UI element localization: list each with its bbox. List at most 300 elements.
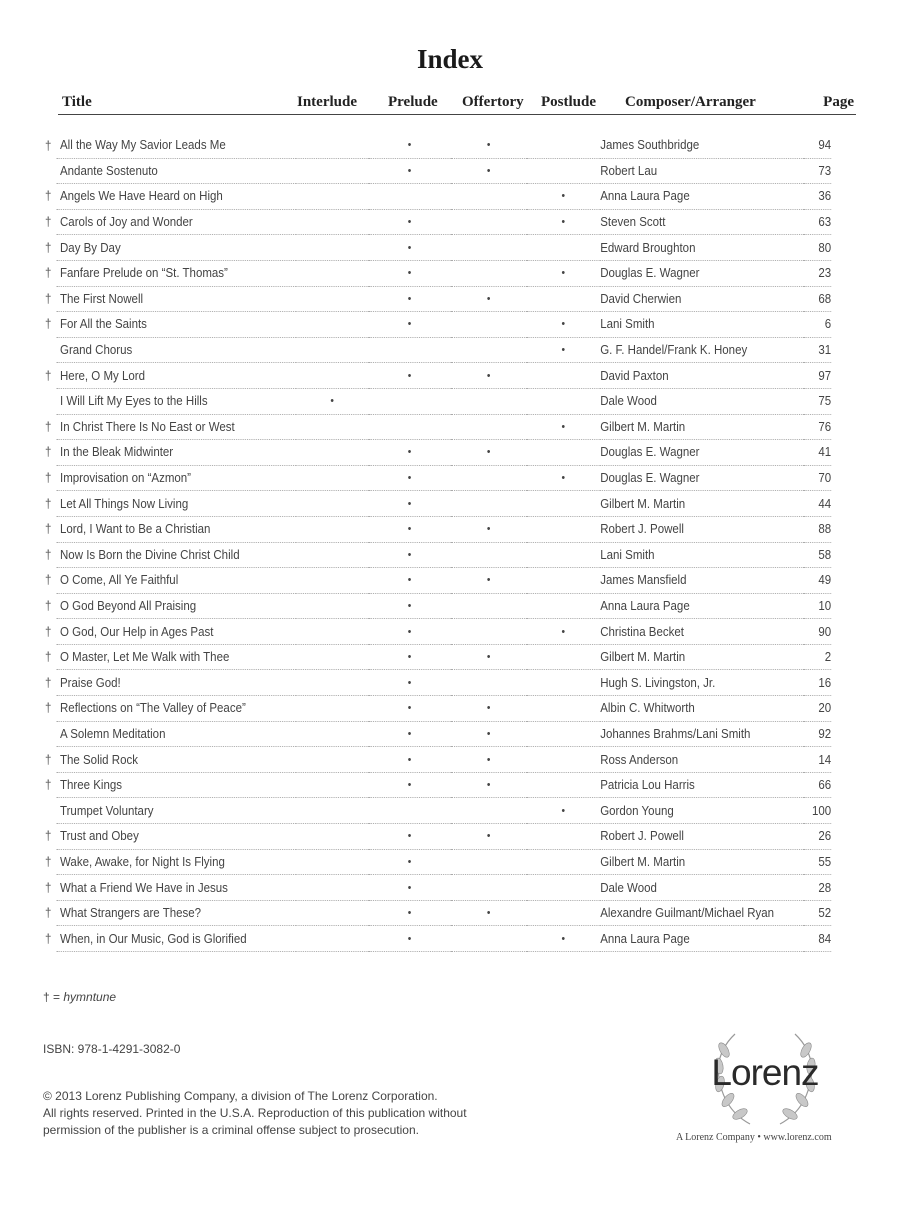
postlude-dot (526, 158, 600, 184)
interlude-dot (296, 465, 368, 491)
entry-title: What a Friend We Have in Jesus (56, 875, 296, 901)
entry-page: 97 (804, 363, 831, 389)
hymntune-marker: † (44, 189, 52, 204)
postlude-dot (526, 772, 600, 798)
entry-composer: Gilbert M. Martin (600, 644, 804, 670)
hymntune-marker: † (44, 215, 52, 230)
entry-composer: Lani Smith (600, 312, 804, 338)
postlude-dot (526, 235, 600, 261)
table-row (40, 670, 831, 696)
interlude-dot (296, 747, 368, 773)
hymntune-marker: † (44, 291, 52, 306)
entry-title: Wake, Awake, for Night Is Flying (56, 849, 296, 875)
entry-page: 28 (804, 875, 831, 901)
entry-title: The First Nowell (56, 286, 296, 312)
postlude-dot (526, 542, 600, 568)
interlude-dot (296, 184, 368, 210)
table-row (40, 798, 831, 824)
hymntune-marker: † (44, 701, 52, 716)
table-row (40, 414, 831, 440)
offertory-dot (451, 542, 527, 568)
postlude-dot: • (526, 926, 600, 952)
interlude-dot (296, 824, 368, 850)
offertory-dot (451, 849, 527, 875)
copyright-line: All rights reserved. Printed in the U.S.A. Reproduction of this publication without (43, 1106, 467, 1120)
entry-page: 20 (804, 696, 831, 722)
entry-page: 63 (804, 209, 831, 235)
entry-title: The Solid Rock (56, 747, 296, 773)
postlude-dot: • (526, 465, 600, 491)
entry-composer: Hugh S. Livingston, Jr. (600, 670, 804, 696)
entry-composer: Patricia Lou Harris (600, 772, 804, 798)
column-header-title: Title (62, 94, 92, 110)
postlude-dot: • (526, 619, 600, 645)
entry-title: All the Way My Savior Leads Me (56, 133, 296, 158)
postlude-dot (526, 593, 600, 619)
entry-composer: Albin C. Whitworth (600, 696, 804, 722)
entry-title: Trumpet Voluntary (56, 798, 296, 824)
offertory-dot: • (451, 158, 527, 184)
postlude-dot: • (526, 312, 600, 338)
copyright-notice (43, 1088, 473, 1139)
entry-page: 36 (804, 184, 831, 210)
interlude-dot (296, 568, 368, 594)
entry-composer: Robert Lau (600, 158, 804, 184)
copyright-line: © 2013 Lorenz Publishing Company, a division of The Lorenz Corporation. (43, 1089, 438, 1103)
interlude-dot (296, 363, 368, 389)
entry-title: When, in Our Music, God is Glorified (56, 926, 296, 952)
entry-page: 16 (804, 670, 831, 696)
entry-title: I Will Lift My Eyes to the Hills (56, 388, 296, 414)
offertory-dot: • (451, 696, 527, 722)
interlude-dot (296, 721, 368, 747)
entry-title: Improvisation on “Azmon” (56, 465, 296, 491)
hymntune-marker: † (44, 778, 52, 793)
interlude-dot (296, 900, 368, 926)
entry-page: 70 (804, 465, 831, 491)
postlude-dot (526, 286, 600, 312)
entry-title: What Strangers are These? (56, 900, 296, 926)
hymntune-marker (40, 798, 56, 824)
table-row (40, 644, 831, 670)
interlude-dot (296, 312, 368, 338)
column-header-prelude: Prelude (388, 94, 438, 110)
interlude-dot (296, 260, 368, 286)
column-header-interlude: Interlude (297, 94, 357, 110)
interlude-dot (296, 414, 368, 440)
postlude-dot (526, 133, 600, 158)
table-row (40, 286, 831, 312)
offertory-dot (451, 465, 527, 491)
offertory-dot (451, 388, 527, 414)
table-row (40, 772, 831, 798)
table-row (40, 824, 831, 850)
column-header-row (58, 92, 856, 115)
entry-composer: Christina Becket (600, 619, 804, 645)
hymntune-footnote (43, 990, 116, 1004)
prelude-dot: • (368, 158, 451, 184)
table-row (40, 926, 831, 952)
entry-title: Trust and Obey (56, 824, 296, 850)
interlude-dot (296, 696, 368, 722)
entry-title: Andante Sostenuto (56, 158, 296, 184)
table-row (40, 542, 831, 568)
hymntune-marker: † (44, 368, 52, 383)
entry-composer: G. F. Handel/Frank K. Honey (600, 337, 804, 363)
entry-title: Let All Things Now Living (56, 491, 296, 517)
hymntune-marker (40, 388, 56, 414)
table-row (40, 721, 831, 747)
prelude-dot: • (368, 849, 451, 875)
entry-page: 23 (804, 260, 831, 286)
prelude-dot (368, 337, 451, 363)
entry-page: 41 (804, 440, 831, 466)
interlude-dot: • (296, 388, 368, 414)
table-row (40, 312, 831, 338)
table-row (40, 184, 831, 210)
hymntune-marker: † (44, 496, 52, 511)
prelude-dot: • (368, 670, 451, 696)
offertory-dot (451, 235, 527, 261)
interlude-dot (296, 849, 368, 875)
offertory-dot (451, 670, 527, 696)
postlude-dot: • (526, 184, 600, 210)
interlude-dot (296, 440, 368, 466)
prelude-dot: • (368, 491, 451, 517)
hymntune-marker (40, 158, 56, 184)
prelude-dot: • (368, 363, 451, 389)
entry-composer: James Southbridge (600, 133, 804, 158)
entry-composer: Edward Broughton (600, 235, 804, 261)
entry-composer: Gilbert M. Martin (600, 491, 804, 517)
entry-page: 84 (804, 926, 831, 952)
entry-title: Carols of Joy and Wonder (56, 209, 296, 235)
table-row (40, 900, 831, 926)
column-header-page: Page (823, 94, 854, 110)
entry-composer: Douglas E. Wagner (600, 440, 804, 466)
offertory-dot (451, 798, 527, 824)
offertory-dot: • (451, 747, 527, 773)
entry-page: 44 (804, 491, 831, 517)
postlude-dot (526, 440, 600, 466)
entry-title: Grand Chorus (56, 337, 296, 363)
hymntune-marker (40, 337, 56, 363)
offertory-dot (451, 184, 527, 210)
prelude-dot: • (368, 696, 451, 722)
postlude-dot (526, 516, 600, 542)
entry-composer: Gordon Young (600, 798, 804, 824)
entry-page: 75 (804, 388, 831, 414)
interlude-dot (296, 133, 368, 158)
hymntune-marker: † (44, 445, 52, 460)
entry-page: 6 (804, 312, 831, 338)
prelude-dot: • (368, 747, 451, 773)
entry-page: 90 (804, 619, 831, 645)
prelude-dot: • (368, 542, 451, 568)
entry-page: 14 (804, 747, 831, 773)
prelude-dot: • (368, 875, 451, 901)
offertory-dot: • (451, 644, 527, 670)
entry-title: Reflections on “The Valley of Peace” (56, 696, 296, 722)
entry-page: 31 (804, 337, 831, 363)
offertory-dot: • (451, 772, 527, 798)
footnote-text: hymntune (63, 990, 117, 1004)
entry-page: 55 (804, 849, 831, 875)
entry-page: 100 (804, 798, 831, 824)
column-header-offertory: Offertory (462, 94, 524, 110)
interlude-dot (296, 798, 368, 824)
entry-title: Now Is Born the Divine Christ Child (56, 542, 296, 568)
prelude-dot: • (368, 824, 451, 850)
entry-title: Praise God! (56, 670, 296, 696)
offertory-dot (451, 491, 527, 517)
offertory-dot (451, 312, 527, 338)
entry-page: 88 (804, 516, 831, 542)
hymntune-marker: † (44, 317, 52, 332)
column-header-composer: Composer/Arranger (625, 94, 756, 110)
interlude-dot (296, 209, 368, 235)
publisher-tagline: A Lorenz Company • www.lorenz.com (676, 1132, 832, 1143)
entry-composer: Anna Laura Page (600, 593, 804, 619)
table-row (40, 593, 831, 619)
entry-composer: Anna Laura Page (600, 184, 804, 210)
entry-composer: Dale Wood (600, 388, 804, 414)
prelude-dot: • (368, 286, 451, 312)
postlude-dot (526, 568, 600, 594)
prelude-dot: • (368, 260, 451, 286)
entry-composer: David Cherwien (600, 286, 804, 312)
postlude-dot (526, 875, 600, 901)
entry-title: In the Bleak Midwinter (56, 440, 296, 466)
offertory-dot (451, 414, 527, 440)
entry-page: 66 (804, 772, 831, 798)
prelude-dot: • (368, 465, 451, 491)
entry-title: Day By Day (56, 235, 296, 261)
postlude-dot (526, 644, 600, 670)
entry-composer: Dale Wood (600, 875, 804, 901)
table-row (40, 209, 831, 235)
prelude-dot (368, 388, 451, 414)
entry-title: O God, Our Help in Ages Past (56, 619, 296, 645)
copyright-line: permission of the publisher is a criminal offense subject to prosecution. (43, 1123, 419, 1137)
offertory-dot: • (451, 721, 527, 747)
entry-page: 94 (804, 133, 831, 158)
interlude-dot (296, 286, 368, 312)
postlude-dot: • (526, 209, 600, 235)
index-table (40, 133, 831, 952)
entry-title: Fanfare Prelude on “St. Thomas” (56, 260, 296, 286)
table-row (40, 440, 831, 466)
entry-page: 80 (804, 235, 831, 261)
postlude-dot (526, 900, 600, 926)
entry-page: 92 (804, 721, 831, 747)
postlude-dot (526, 747, 600, 773)
hymntune-marker: † (44, 598, 52, 613)
prelude-dot: • (368, 721, 451, 747)
postlude-dot: • (526, 337, 600, 363)
entry-page: 73 (804, 158, 831, 184)
footnote-symbol: † = (43, 990, 61, 1004)
page-title: Index (416, 44, 484, 74)
prelude-dot (368, 414, 451, 440)
entry-composer: Alexandre Guilmant/Michael Ryan (600, 900, 804, 926)
interlude-dot (296, 644, 368, 670)
entry-page: 68 (804, 286, 831, 312)
prelude-dot: • (368, 235, 451, 261)
postlude-dot (526, 721, 600, 747)
entry-page: 76 (804, 414, 831, 440)
table-row (40, 235, 831, 261)
offertory-dot: • (451, 900, 527, 926)
postlude-dot (526, 670, 600, 696)
hymntune-marker: † (44, 573, 52, 588)
interlude-dot (296, 772, 368, 798)
prelude-dot: • (368, 133, 451, 158)
table-row (40, 696, 831, 722)
entry-title: O Come, All Ye Faithful (56, 568, 296, 594)
hymntune-marker: † (44, 880, 52, 895)
hymntune-marker: † (44, 650, 52, 665)
offertory-dot: • (451, 133, 527, 158)
entry-page: 52 (804, 900, 831, 926)
entry-composer: Steven Scott (600, 209, 804, 235)
hymntune-marker: † (44, 138, 52, 153)
lorenz-logo: Lorenz (711, 1052, 819, 1093)
entry-composer: Anna Laura Page (600, 926, 804, 952)
interlude-dot (296, 875, 368, 901)
postlude-dot (526, 696, 600, 722)
hymntune-marker: † (44, 547, 52, 562)
table-row (40, 465, 831, 491)
prelude-dot: • (368, 312, 451, 338)
hymntune-marker: † (44, 624, 52, 639)
postlude-dot (526, 363, 600, 389)
entry-composer: Ross Anderson (600, 747, 804, 773)
entry-title: For All the Saints (56, 312, 296, 338)
prelude-dot: • (368, 568, 451, 594)
hymntune-marker: † (44, 906, 52, 921)
entry-title: A Solemn Meditation (56, 721, 296, 747)
table-row (40, 363, 831, 389)
table-row (40, 133, 831, 158)
offertory-dot: • (451, 363, 527, 389)
prelude-dot: • (368, 440, 451, 466)
table-row (40, 619, 831, 645)
interlude-dot (296, 337, 368, 363)
hymntune-marker: † (44, 522, 52, 537)
postlude-dot (526, 491, 600, 517)
entry-title: Here, O My Lord (56, 363, 296, 389)
hymntune-marker: † (44, 854, 52, 869)
table-row (40, 747, 831, 773)
entry-page: 58 (804, 542, 831, 568)
hymntune-marker: † (44, 829, 52, 844)
offertory-dot (451, 875, 527, 901)
table-row (40, 260, 831, 286)
offertory-dot (451, 926, 527, 952)
offertory-dot (451, 337, 527, 363)
entry-title: Three Kings (56, 772, 296, 798)
interlude-dot (296, 926, 368, 952)
offertory-dot (451, 209, 527, 235)
prelude-dot: • (368, 619, 451, 645)
table-row (40, 875, 831, 901)
table-row (40, 337, 831, 363)
interlude-dot (296, 593, 368, 619)
hymntune-marker: † (44, 471, 52, 486)
entry-title: In Christ There Is No East or West (56, 414, 296, 440)
interlude-dot (296, 158, 368, 184)
offertory-dot: • (451, 440, 527, 466)
prelude-dot: • (368, 644, 451, 670)
offertory-dot: • (451, 516, 527, 542)
table-row (40, 491, 831, 517)
interlude-dot (296, 542, 368, 568)
entry-composer: Douglas E. Wagner (600, 260, 804, 286)
postlude-dot: • (526, 798, 600, 824)
isbn: ISBN: 978-1-4291-3082-0 (43, 1042, 181, 1056)
offertory-dot (451, 260, 527, 286)
entry-page: 49 (804, 568, 831, 594)
table-row (40, 568, 831, 594)
prelude-dot: • (368, 900, 451, 926)
hymntune-marker: † (44, 675, 52, 690)
entry-title: O God Beyond All Praising (56, 593, 296, 619)
entry-composer: Lani Smith (600, 542, 804, 568)
interlude-dot (296, 516, 368, 542)
table-row (40, 516, 831, 542)
entry-title: Lord, I Want to Be a Christian (56, 516, 296, 542)
prelude-dot: • (368, 209, 451, 235)
hymntune-marker: † (44, 419, 52, 434)
table-row (40, 849, 831, 875)
table-row (40, 158, 831, 184)
prelude-dot: • (368, 926, 451, 952)
entry-composer: Douglas E. Wagner (600, 465, 804, 491)
entry-composer: Robert J. Powell (600, 516, 804, 542)
postlude-dot: • (526, 260, 600, 286)
hymntune-marker: † (44, 240, 52, 255)
prelude-dot (368, 184, 451, 210)
entry-composer: David Paxton (600, 363, 804, 389)
prelude-dot: • (368, 593, 451, 619)
offertory-dot (451, 593, 527, 619)
entry-composer: James Mansfield (600, 568, 804, 594)
interlude-dot (296, 491, 368, 517)
offertory-dot: • (451, 286, 527, 312)
entry-title: Angels We Have Heard on High (56, 184, 296, 210)
interlude-dot (296, 235, 368, 261)
entry-composer: Gilbert M. Martin (600, 414, 804, 440)
entry-composer: Robert J. Powell (600, 824, 804, 850)
entry-page: 2 (804, 644, 831, 670)
prelude-dot: • (368, 772, 451, 798)
entry-page: 10 (804, 593, 831, 619)
hymntune-marker: † (44, 752, 52, 767)
offertory-dot: • (451, 824, 527, 850)
entry-composer: Johannes Brahms/Lani Smith (600, 721, 804, 747)
offertory-dot: • (451, 568, 527, 594)
hymntune-marker: † (44, 266, 52, 281)
postlude-dot (526, 824, 600, 850)
prelude-dot: • (368, 516, 451, 542)
hymntune-marker (40, 721, 56, 747)
entry-page: 26 (804, 824, 831, 850)
table-row (40, 388, 831, 414)
prelude-dot (368, 798, 451, 824)
offertory-dot (451, 619, 527, 645)
hymntune-marker: † (44, 931, 52, 946)
